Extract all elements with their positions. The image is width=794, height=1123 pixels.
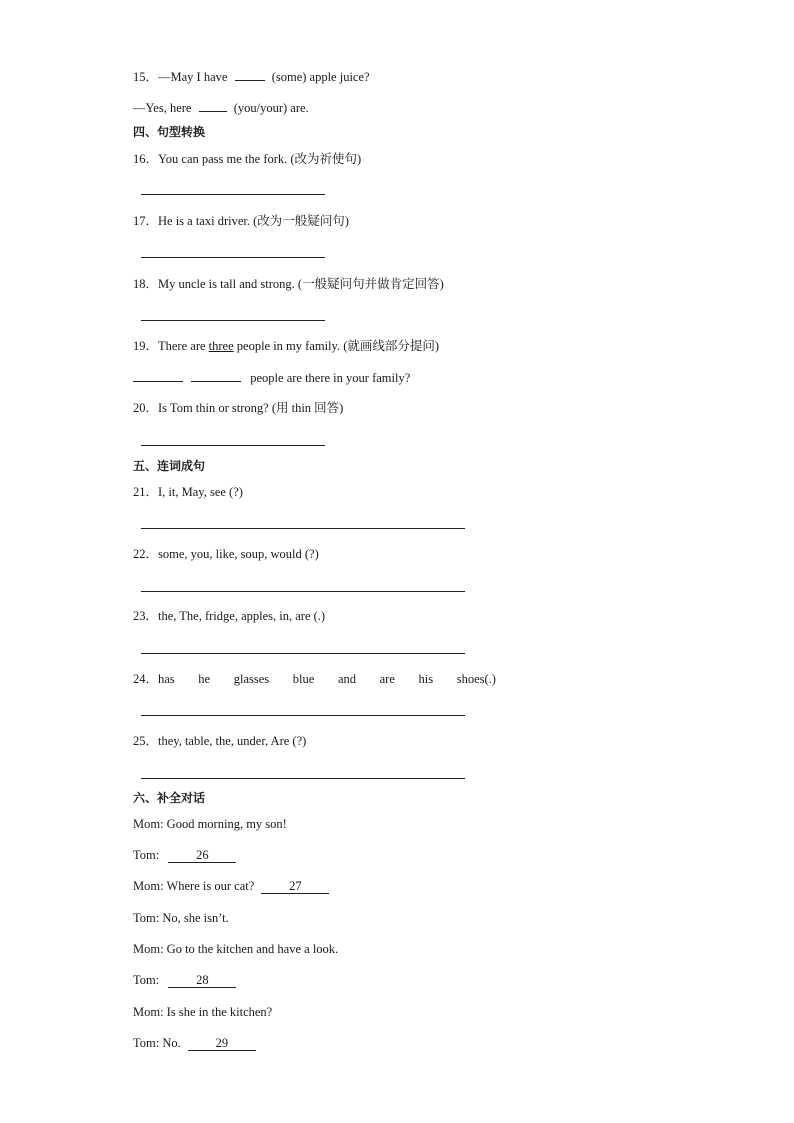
question-text: —May I have <box>158 70 228 84</box>
question-text: (some) apple juice? <box>271 70 370 84</box>
question-19 <box>133 338 439 354</box>
answer-blank[interactable] <box>133 369 183 382</box>
reply-text: —Yes, here <box>133 101 192 115</box>
word: and <box>337 672 356 686</box>
answer-blank[interactable] <box>199 99 227 112</box>
question-20: 20．Is Tom thin or strong? (用 thin 回答) <box>133 401 344 415</box>
answer-blank-27[interactable]: 27 <box>261 879 329 894</box>
section-5-heading: 五、连词成句 <box>133 459 206 473</box>
dialog-line <box>133 1035 256 1051</box>
answer-line-20[interactable] <box>141 445 325 446</box>
answer-text: people are there in your family? <box>250 371 411 385</box>
dialog-text: Mom: Where is our cat? <box>133 879 255 893</box>
answer-line-23[interactable] <box>141 653 465 654</box>
question-18: 18．My uncle is tall and strong. (一般疑问句并做肯定回答) <box>133 277 444 291</box>
section-6-heading: 六、补全对话 <box>133 791 206 805</box>
dialog-line <box>133 878 329 894</box>
dialog-line: Mom: Good morning, my son! <box>133 817 287 831</box>
answer-line-24[interactable] <box>141 715 465 716</box>
question-15-reply <box>133 99 309 116</box>
word: are <box>379 672 395 686</box>
answer-blank[interactable] <box>235 68 265 81</box>
answer-blank-29[interactable]: 29 <box>188 1036 256 1051</box>
answer-line-16[interactable] <box>141 194 325 195</box>
question-16: 16．You can pass me the fork. (改为祈使句) <box>133 152 362 166</box>
answer-blank-28[interactable]: 28 <box>168 973 236 988</box>
answer-blank-26[interactable]: 26 <box>168 848 236 863</box>
underlined-word: three <box>208 339 234 353</box>
word: blue <box>292 672 315 686</box>
answer-line-22[interactable] <box>141 591 465 592</box>
dialog-line: Mom: Go to the kitchen and have a look. <box>133 942 339 956</box>
question-17: 17．He is a taxi driver. (改为一般疑问句) <box>133 214 349 228</box>
dialog-line <box>133 847 236 863</box>
question-19-answer <box>133 369 410 386</box>
answer-blank[interactable] <box>191 369 241 382</box>
dialog-line: Tom: No, she isn’t. <box>133 911 229 925</box>
section-4-heading: 四、句型转换 <box>133 125 206 139</box>
dialog-line <box>133 972 236 988</box>
dialog-text: Tom: No. <box>133 1036 181 1050</box>
question-number: 15． <box>133 70 159 84</box>
answer-line-17[interactable] <box>141 257 325 258</box>
question-22: 22．some, you, like, soup, would (?) <box>133 547 319 561</box>
question-25: 25．they, table, the, under, Are (?) <box>133 734 307 748</box>
word: shoes(.) <box>456 672 496 686</box>
word: 24．has <box>133 672 175 686</box>
question-23: 23．the, The, fridge, apples, in, are (.) <box>133 609 326 623</box>
dialog-line: Mom: Is she in the kitchen? <box>133 1005 273 1019</box>
word: his <box>418 672 434 686</box>
question-24 <box>133 671 496 687</box>
answer-line-25[interactable] <box>141 778 465 779</box>
question-text: people in my family. (就画线部分提问) <box>233 339 440 353</box>
question-15 <box>133 68 370 85</box>
question-text: 19．There are <box>133 339 209 353</box>
word: glasses <box>233 672 270 686</box>
answer-line-21[interactable] <box>141 528 465 529</box>
reply-text: (you/your) are. <box>233 101 309 115</box>
question-21: 21．I, it, May, see (?) <box>133 485 243 499</box>
word: he <box>198 672 211 686</box>
answer-line-18[interactable] <box>141 320 325 321</box>
speaker: Tom: <box>133 973 160 987</box>
speaker: Tom: <box>133 848 160 862</box>
